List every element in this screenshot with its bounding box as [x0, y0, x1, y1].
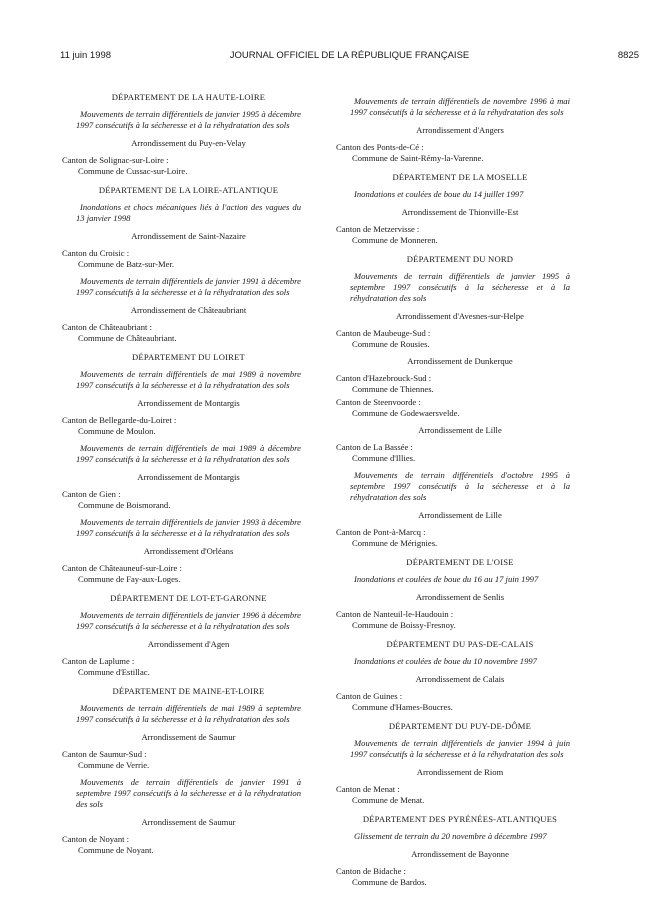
event-description: Mouvements de terrain différentiels de novembre 1996 à mai 1997 consécutifs à la sécheresse et à la réhydratation des sols [350, 96, 570, 117]
canton-line: Canton des Ponts-de-Cé : [336, 142, 424, 152]
canton-line: Canton du Croisic : [62, 248, 130, 258]
commune-line: Commune de Châteaubriant. [78, 333, 177, 343]
arrondissement-heading: Arrondissement du Puy-en-Velay [131, 138, 246, 148]
department-heading: DÉPARTEMENT DU PUY-DE-DÔME [388, 721, 532, 731]
canton-line: Canton de Laplume : [62, 656, 135, 666]
event-description: Mouvements de terrain différentiels de janvier 1993 à décembre 1997 consécutifs à la sécheresse et à la réhydratation des sols [76, 517, 301, 538]
commune-line: Commune de Godewaersvelde. [352, 408, 460, 418]
commune-line: Commune d'Estillac. [78, 667, 150, 677]
commune-line: Commune de Bardos. [352, 877, 427, 887]
arrondissement-heading: Arrondissement d'Avesnes-sur-Helpe [396, 311, 524, 321]
commune-line: Commune de Rousies. [352, 339, 430, 349]
department-section [336, 721, 584, 806]
page-number: 8825 [617, 50, 639, 61]
commune-line: Commune de Menat. [352, 795, 425, 805]
arrondissement-heading: Arrondissement d'Angers [416, 125, 504, 135]
commune-line: Commune de Mérignies. [352, 538, 438, 548]
canton-line: Canton de Solignac-sur-Loire : [62, 155, 169, 165]
canton-line: Canton de Steenvoorde : [336, 397, 421, 407]
arrondissement-heading: Arrondissement de Saint-Nazaire [131, 231, 246, 241]
arrondissement-heading: Arrondissement de Saumur [141, 817, 236, 827]
commune-line: Commune de Batz-sur-Mer. [78, 259, 175, 269]
event-description: Mouvements de terrain différentiels de mai 1989 à décembre 1997 consécutifs à la sécheresse et à la réhydratation des sols [76, 443, 301, 464]
commune-line: Commune de Boissy-Fresnoy. [352, 620, 456, 630]
event-description: Mouvements de terrain différentiels de janvier 1991 à septembre 1997 consécutifs à la sécheresse et à la réhydratation des sols [76, 777, 301, 809]
department-heading: DÉPARTEMENT DE LA HAUTE-LOIRE [111, 92, 266, 102]
event-description: Mouvements de terrain différentiels d'octobre 1995 à septembre 1997 consécutifs à la sécheresse et à la réhydratation des sols [350, 470, 570, 502]
department-heading: DÉPARTEMENT DE LOT-ET-GARONNE [110, 593, 267, 603]
canton-line: Canton de Châteaubriant : [62, 322, 152, 332]
canton-line: Canton d'Hazebrouck-Sud : [336, 373, 432, 383]
department-section [62, 686, 315, 856]
department-section [336, 814, 584, 888]
canton-line: Canton de Châteauneuf-sur-Loire : [62, 563, 182, 573]
commune-line: Commune de Moulon. [78, 426, 156, 436]
department-section [62, 352, 315, 585]
department-heading: DÉPARTEMENT DE MAINE-ET-LOIRE [112, 686, 265, 696]
event-description: Mouvements de terrain différentiels de janvier 1994 à juin 1997 consécutifs à la sécheresse et à la réhydratation des sols [350, 738, 570, 759]
canton-line: Canton de Bidache : [336, 866, 406, 876]
event-description: Mouvements de terrain différentiels de janvier 1996 à décembre 1997 consécutifs à la sécheresse et à la réhydratation des sols [76, 610, 301, 631]
department-heading: DÉPARTEMENT DE LA MOSELLE [392, 172, 528, 182]
canton-line: Canton de Bellegarde-du-Loiret : [62, 415, 177, 425]
canton-line: Canton de Saumur-Sud : [62, 749, 147, 759]
arrondissement-heading: Arrondissement de Bayonne [411, 849, 509, 859]
department-section [336, 96, 584, 164]
canton-line: Canton de Gien : [62, 489, 121, 499]
department-heading: DÉPARTEMENT DU LOIRET [131, 352, 245, 362]
arrondissement-heading: Arrondissement de Dunkerque [407, 356, 513, 366]
canton-line: Canton de Menat : [336, 784, 400, 794]
event-description: Mouvements de terrain différentiels de mai 1989 à septembre 1997 consécutifs à la sécheresse et à la réhydratation des sols [76, 703, 301, 724]
arrondissement-heading: Arrondissement de Riom [416, 767, 504, 777]
event-description: Mouvements de terrain différentiels de janvier 1995 à septembre 1997 consécutifs à la sécheresse et à la réhydratation des sols [350, 271, 570, 303]
department-heading: DÉPARTEMENT DES PYRÉNÉES-ATLANTIQUES [362, 814, 558, 824]
department-heading: DÉPARTEMENT DE LA LOIRE-ATLANTIQUE [98, 185, 279, 195]
department-section [62, 92, 315, 177]
canton-line: Canton de Noyant : [62, 834, 130, 844]
commune-line: Commune de Thiennes. [352, 384, 434, 394]
event-description: Inondations et coulées de boue du 14 juillet 1997 [354, 189, 524, 199]
canton-line: Canton de Nanteuil-le-Haudouin : [336, 609, 454, 619]
event-description: Inondations et chocs mécaniques liés à l'action des vagues du 13 janvier 1998 [76, 202, 301, 223]
commune-line: Commune d'Illies. [352, 453, 416, 463]
left-column [62, 92, 315, 864]
issue-date: 11 juin 1998 [60, 50, 112, 61]
arrondissement-heading: Arrondissement de Montargis [137, 398, 240, 408]
canton-line: Canton de Metzervisse : [336, 224, 420, 234]
journal-title: JOURNAL OFFICIEL DE LA RÉPUBLIQUE FRANÇAISE [229, 50, 470, 61]
department-section [336, 172, 584, 246]
commune-line: Commune de Saint-Rémy-la-Varenne. [352, 153, 484, 163]
arrondissement-heading: Arrondissement de Lille [418, 425, 502, 435]
canton-line: Canton de Guines : [336, 691, 403, 701]
event-description: Mouvements de terrain différentiels de janvier 1991 à décembre 1997 consécutifs à la sécheresse et à la réhydratation des sols [76, 276, 301, 297]
event-description: Inondations et coulées de boue du 16 au 17 juin 1997 [354, 574, 539, 584]
arrondissement-heading: Arrondissement de Lille [418, 510, 502, 520]
commune-line: Commune de Noyant. [78, 845, 154, 855]
arrondissement-heading: Arrondissement de Senlis [415, 592, 505, 602]
department-heading: DÉPARTEMENT DE L'OISE [406, 557, 514, 567]
arrondissement-heading: Arrondissement de Montargis [137, 472, 240, 482]
arrondissement-heading: Arrondissement d'Agen [147, 639, 230, 649]
department-section [336, 557, 584, 631]
department-section [62, 593, 315, 678]
commune-line: Commune de Monneren. [352, 235, 438, 245]
right-column [336, 96, 584, 896]
arrondissement-heading: Arrondissement de Saumur [141, 732, 236, 742]
page-header [60, 50, 639, 64]
canton-line: Canton de Pont-à-Marcq : [336, 527, 426, 537]
arrondissement-heading: Arrondissement de Thionville-Est [401, 207, 519, 217]
canton-line: Canton de La Bassée : [336, 442, 413, 452]
department-heading: DÉPARTEMENT DU NORD [406, 254, 514, 264]
commune-line: Commune de Cussac-sur-Loire. [78, 166, 188, 176]
arrondissement-heading: Arrondissement de Calais [415, 674, 505, 684]
arrondissement-heading: Arrondissement d'Orléans [143, 546, 234, 556]
event-description: Mouvements de terrain différentiels de mai 1989 à novembre 1997 consécutifs à la sécheresse et à la réhydratation des sols [76, 369, 301, 390]
canton-line: Canton de Maubeuge-Sud : [336, 328, 431, 338]
commune-line: Commune d'Hames-Boucres. [352, 702, 453, 712]
event-description: Mouvements de terrain différentiels de janvier 1995 à décembre 1997 consécutifs à la sécheresse et à la réhydratation des sols [76, 109, 301, 130]
department-section [336, 254, 584, 549]
arrondissement-heading: Arrondissement de Châteaubriant [130, 305, 247, 315]
department-heading: DÉPARTEMENT DU PAS-DE-CALAIS [386, 639, 534, 649]
event-description: Inondations et coulées de boue du 10 novembre 1997 [354, 656, 537, 666]
commune-line: Commune de Fay-aux-Loges. [78, 574, 181, 584]
commune-line: Commune de Verrie. [78, 760, 150, 770]
department-section [62, 185, 315, 344]
event-description: Glissement de terrain du 20 novembre à décembre 1997 [354, 831, 547, 841]
commune-line: Commune de Boismorand. [78, 500, 171, 510]
department-section [336, 639, 584, 713]
